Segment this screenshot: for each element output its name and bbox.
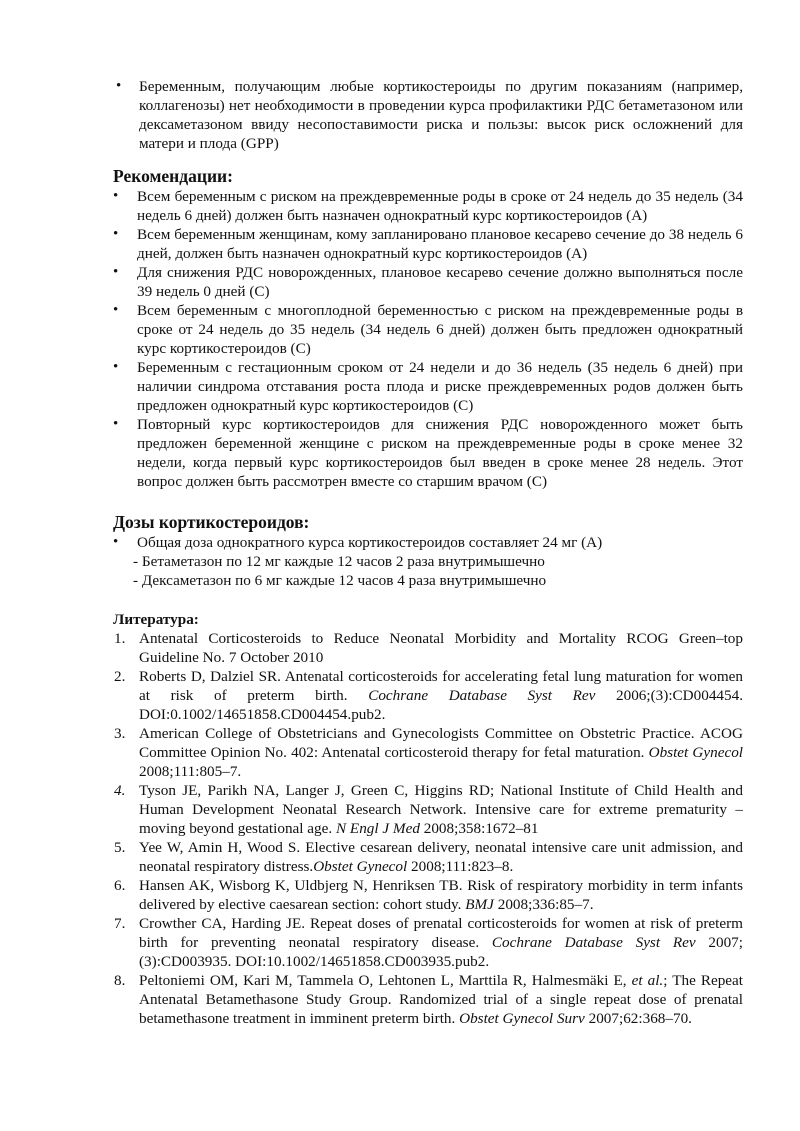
dose-total: • Общая доза однократного курса кортикостероидов составляет 24 мг (А)	[113, 533, 743, 552]
reference-number: 6.	[114, 877, 126, 894]
reference-item	[113, 838, 743, 876]
intro-bullet: • Беременным, получающим любые кортикостероиды по другим показаниям (например, коллагенозы) нет необходимости в проведении курса профилактики РДС бетаметазоном или дексаметазоном ввиду несопоставимости риска и пользы: высок риск осложнений для матери и плода (GPP)	[113, 77, 743, 153]
reference-item	[113, 971, 743, 1028]
reference-text: Tyson JE, Parikh NA, Langer J, Green C, Higgins RD; National Institute of Child Health and Human Development Neonatal Research Network. Intensive care for extreme prematurity – moving beyond gestational age. N Engl J Med 2008;358:1672–81	[139, 782, 743, 837]
journal-name: Obstet Gynecol	[313, 858, 408, 875]
journal-name: Obstet Gynecol Surv	[459, 1010, 585, 1027]
reference-item	[113, 876, 743, 914]
recommendation-item: • Всем беременным женщинам, кому запланировано плановое кесарево сечение до 38 недель 6 дней, должен быть назначен однократный курс кортикостероидов (А)	[113, 225, 743, 263]
recommendation-item: • Беременным с гестационным сроком от 24 недели и до 36 недель (35 недель 6 дней) при наличии синдрома отставания роста плода и риске преждевременных родов должен быть предложен однократный курс кортикостероидов (С)	[113, 358, 743, 415]
reference-number: 7.	[114, 915, 126, 932]
dose-dexamethasone: - Дексаметазон по 6 мг каждые 12 часов 4 раза внутримышечно	[133, 572, 547, 589]
journal-name: Obstet Gynecol	[648, 744, 744, 761]
reference-number: 5.	[114, 839, 126, 856]
reference-text: Peltoniemi OM, Kari M, Tammela O, Lehtonen L, Marttila R, Halmesmäki E, et al.; The Repeat Antenatal Betamethasone Study Group. Randomized trial of a single repeat dose of prenatal betamethasone treatment in imminent preterm birth. Obstet Gynecol Surv 2007;62:368–70.	[139, 972, 744, 1027]
doses-heading: Дозы кортикостероидов:	[113, 512, 310, 532]
reference-item	[113, 914, 743, 971]
journal-name: BMJ	[465, 896, 494, 913]
reference-number: 3.	[114, 725, 126, 742]
literature-heading: Литература:	[113, 611, 199, 628]
reference-text: Yee W, Amin H, Wood S. Elective cesarean delivery, neonatal intensive care unit admission, and neonatal respiratory distress.Obstet Gynecol 2008;111:823–8.	[139, 839, 743, 875]
recommendation-item: • Всем беременным с многоплодной беременностью с риском на преждевременные роды в сроке от 24 недель до 35 недель (34 недель 6 дней) должен быть предложен однократный курс кортикостероидов (С)	[113, 301, 743, 358]
et-al: et al.	[631, 972, 664, 989]
reference-number: 2.	[114, 668, 126, 685]
reference-text: Hansen AK, Wisborg K, Uldbjerg N, Henriksen TB. Risk of respiratory morbidity in term infants delivered by elective caesarean section: cohort study. BMJ 2008;336:85–7.	[139, 877, 743, 913]
reference-text: Antenatal Corticosteroids to Reduce Neonatal Morbidity and Mortality RCOG Green–top Guideline No. 7 October 2010	[139, 630, 743, 666]
journal-name: N Engl J Med	[335, 820, 420, 837]
reference-number: 8.	[114, 972, 126, 989]
reference-item	[113, 667, 743, 724]
reference-number: 1.	[114, 630, 126, 647]
reference-number: 4.	[114, 782, 126, 799]
recommendation-item: • Всем беременным с риском на преждевременные роды в сроке от 24 недель до 35 недель (34 недель 6 дней) должен быть назначен однократный курс кортикостероидов (А)	[113, 187, 743, 225]
reference-item	[113, 724, 743, 781]
recommendations-heading: Рекомендации:	[113, 166, 233, 186]
reference-text: American College of Obstetricians and Gynecologists Committee on Obstetric Practice. ACOG Committee Opinion No. 402: Antenatal corticosteroid therapy for fetal maturation. Obstet Gynecol 2008;111:805–7.	[139, 725, 744, 780]
journal-name: Cochrane Database Syst Rev	[368, 687, 596, 704]
reference-text: Crowther CA, Harding JE. Repeat doses of prenatal corticosteroids for women at risk of preterm birth for preventing neonatal respiratory disease. Cochrane Database Syst Rev 2007;(3):CD003935. DOI:10.1002/14651858.CD003935.pub2.	[139, 915, 743, 970]
journal-name: Cochrane Database Syst Rev	[491, 934, 696, 951]
dose-betamethasone: - Бетаметазон по 12 мг каждые 12 часов 2 раза внутримышечно	[133, 553, 545, 570]
reference-text: Roberts D, Dalziel SR. Antenatal corticosteroids for accelerating fetal lung maturation for women at risk of preterm birth. Cochrane Database Syst Rev 2006;(3):CD004454. DOI:0.1002/14651858.CD004454.pub2.	[139, 668, 744, 723]
recommendation-item: • Для снижения РДС новорожденных, плановое кесарево сечение должно выполняться после 39 недель 0 дней (С)	[113, 263, 743, 301]
reference-item	[113, 781, 743, 838]
reference-item	[113, 629, 743, 667]
recommendation-item: • Повторный курс кортикостероидов для снижения РДС новорожденного может быть предложен беременной женщине с риском на преждевременные роды в сроке менее 32 недели, когда первый курс кортикостероидов был введен в сроке менее 28 недель. Этот вопрос должен быть рассмотрен вместе со старшим врачом (С)	[113, 415, 743, 491]
